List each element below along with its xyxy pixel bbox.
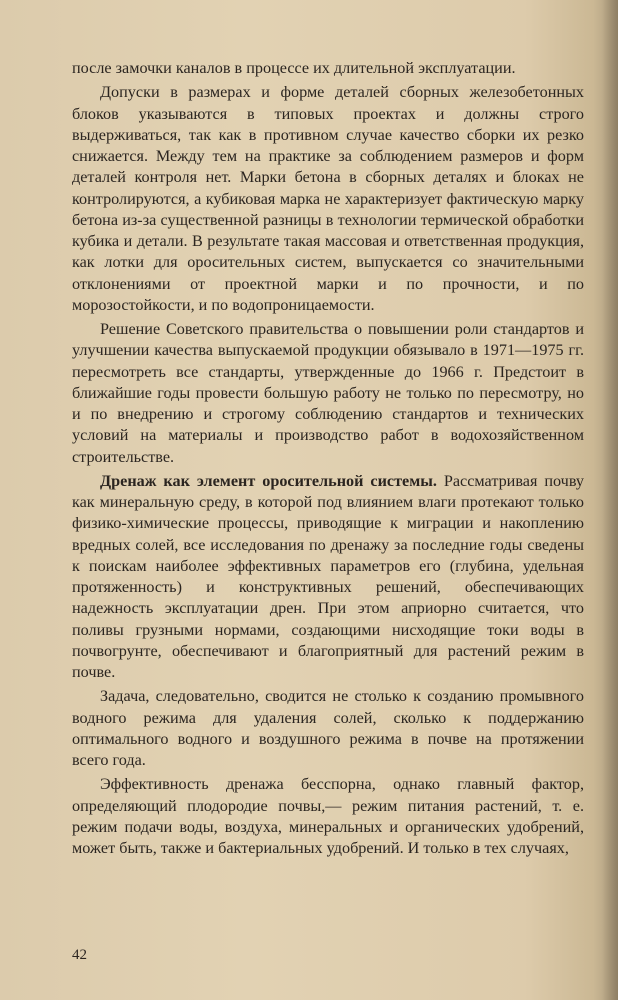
section-run-in-heading: Дренаж как элемент оросительной системы. [100, 471, 437, 490]
body-text [72, 58, 584, 859]
paragraph-effectiveness: Эффективность дренажа бесспорна, однако главный фактор, определяющий плодородие почвы,— режим питания растений, т. е. режим подачи воды, воздуха, минеральных и органических удобрений, может быть, также и бактериальных удобрений. И только в тех случаях, [72, 775, 584, 857]
paragraph-standards: Решение Советского правительства о повышении роли стандартов и улучшении качества выпускаемой продукции обязывало в 1971—1975 гг. пересмотреть все стандарты, утвержденные до 1966 г. Предстоит в ближайшие годы провести большую работу не только по пересмотру, но и по внедрению и строгому соблюдению стандартов и технических условий на материалы и производство работ в водохозяйственном строительстве. [72, 320, 584, 466]
paragraph-tolerances: Допуски в размерах и форме деталей сборных железобетонных блоков указываются в типовых проектах и должны строго выдерживаться, так как в противном случае качество сборки их резко снижается. Между тем на практике за соблюдением размеров и форм деталей контроля нет. Марки бетона в сборных деталях и блоках не контролируются, а кубиковая марка не характеризует фактическую марку бетона из-за существенной разницы в технологии термической обработки кубика и детали. В результате такая массовая и ответственная продукция, как лотки для оросительных систем, выпускается со значительными отклонениями от проектной марки и по прочности, и по морозостойкости, и по водопроницаемости. [72, 83, 584, 314]
paragraph-continuation: после замочки каналов в процессе их длительной эксплуатации. [72, 59, 516, 77]
paragraph-drainage-text: Рассматривая почву как минеральную среду, в которой под влиянием влаги протекают только физико-химические процессы, приводящие к миграции и накоплению вредных солей, все исследования по дренажу за последние годы сведены к поискам наиболее эффективных параметров его (глубина, удельная протяженность) и конструктивных решений, обеспечивающих надежность эксплуатации дрен. При этом априорно считается, что поливы грузными нормами, создающими нисходящие токи воды в почвогрунте, обеспечивают и благоприятный для растений режим в почве. [72, 471, 584, 681]
paragraph-task: Задача, следовательно, сводится не столько к созданию промывного водного режима для удаления солей, сколько к поддержанию оптимального водного и воздушного режима в почве на протяжении всего года. [72, 687, 584, 769]
paragraph-drainage [72, 471, 584, 684]
page-edge-shadow [602, 0, 618, 1000]
page-number: 42 [72, 947, 87, 963]
